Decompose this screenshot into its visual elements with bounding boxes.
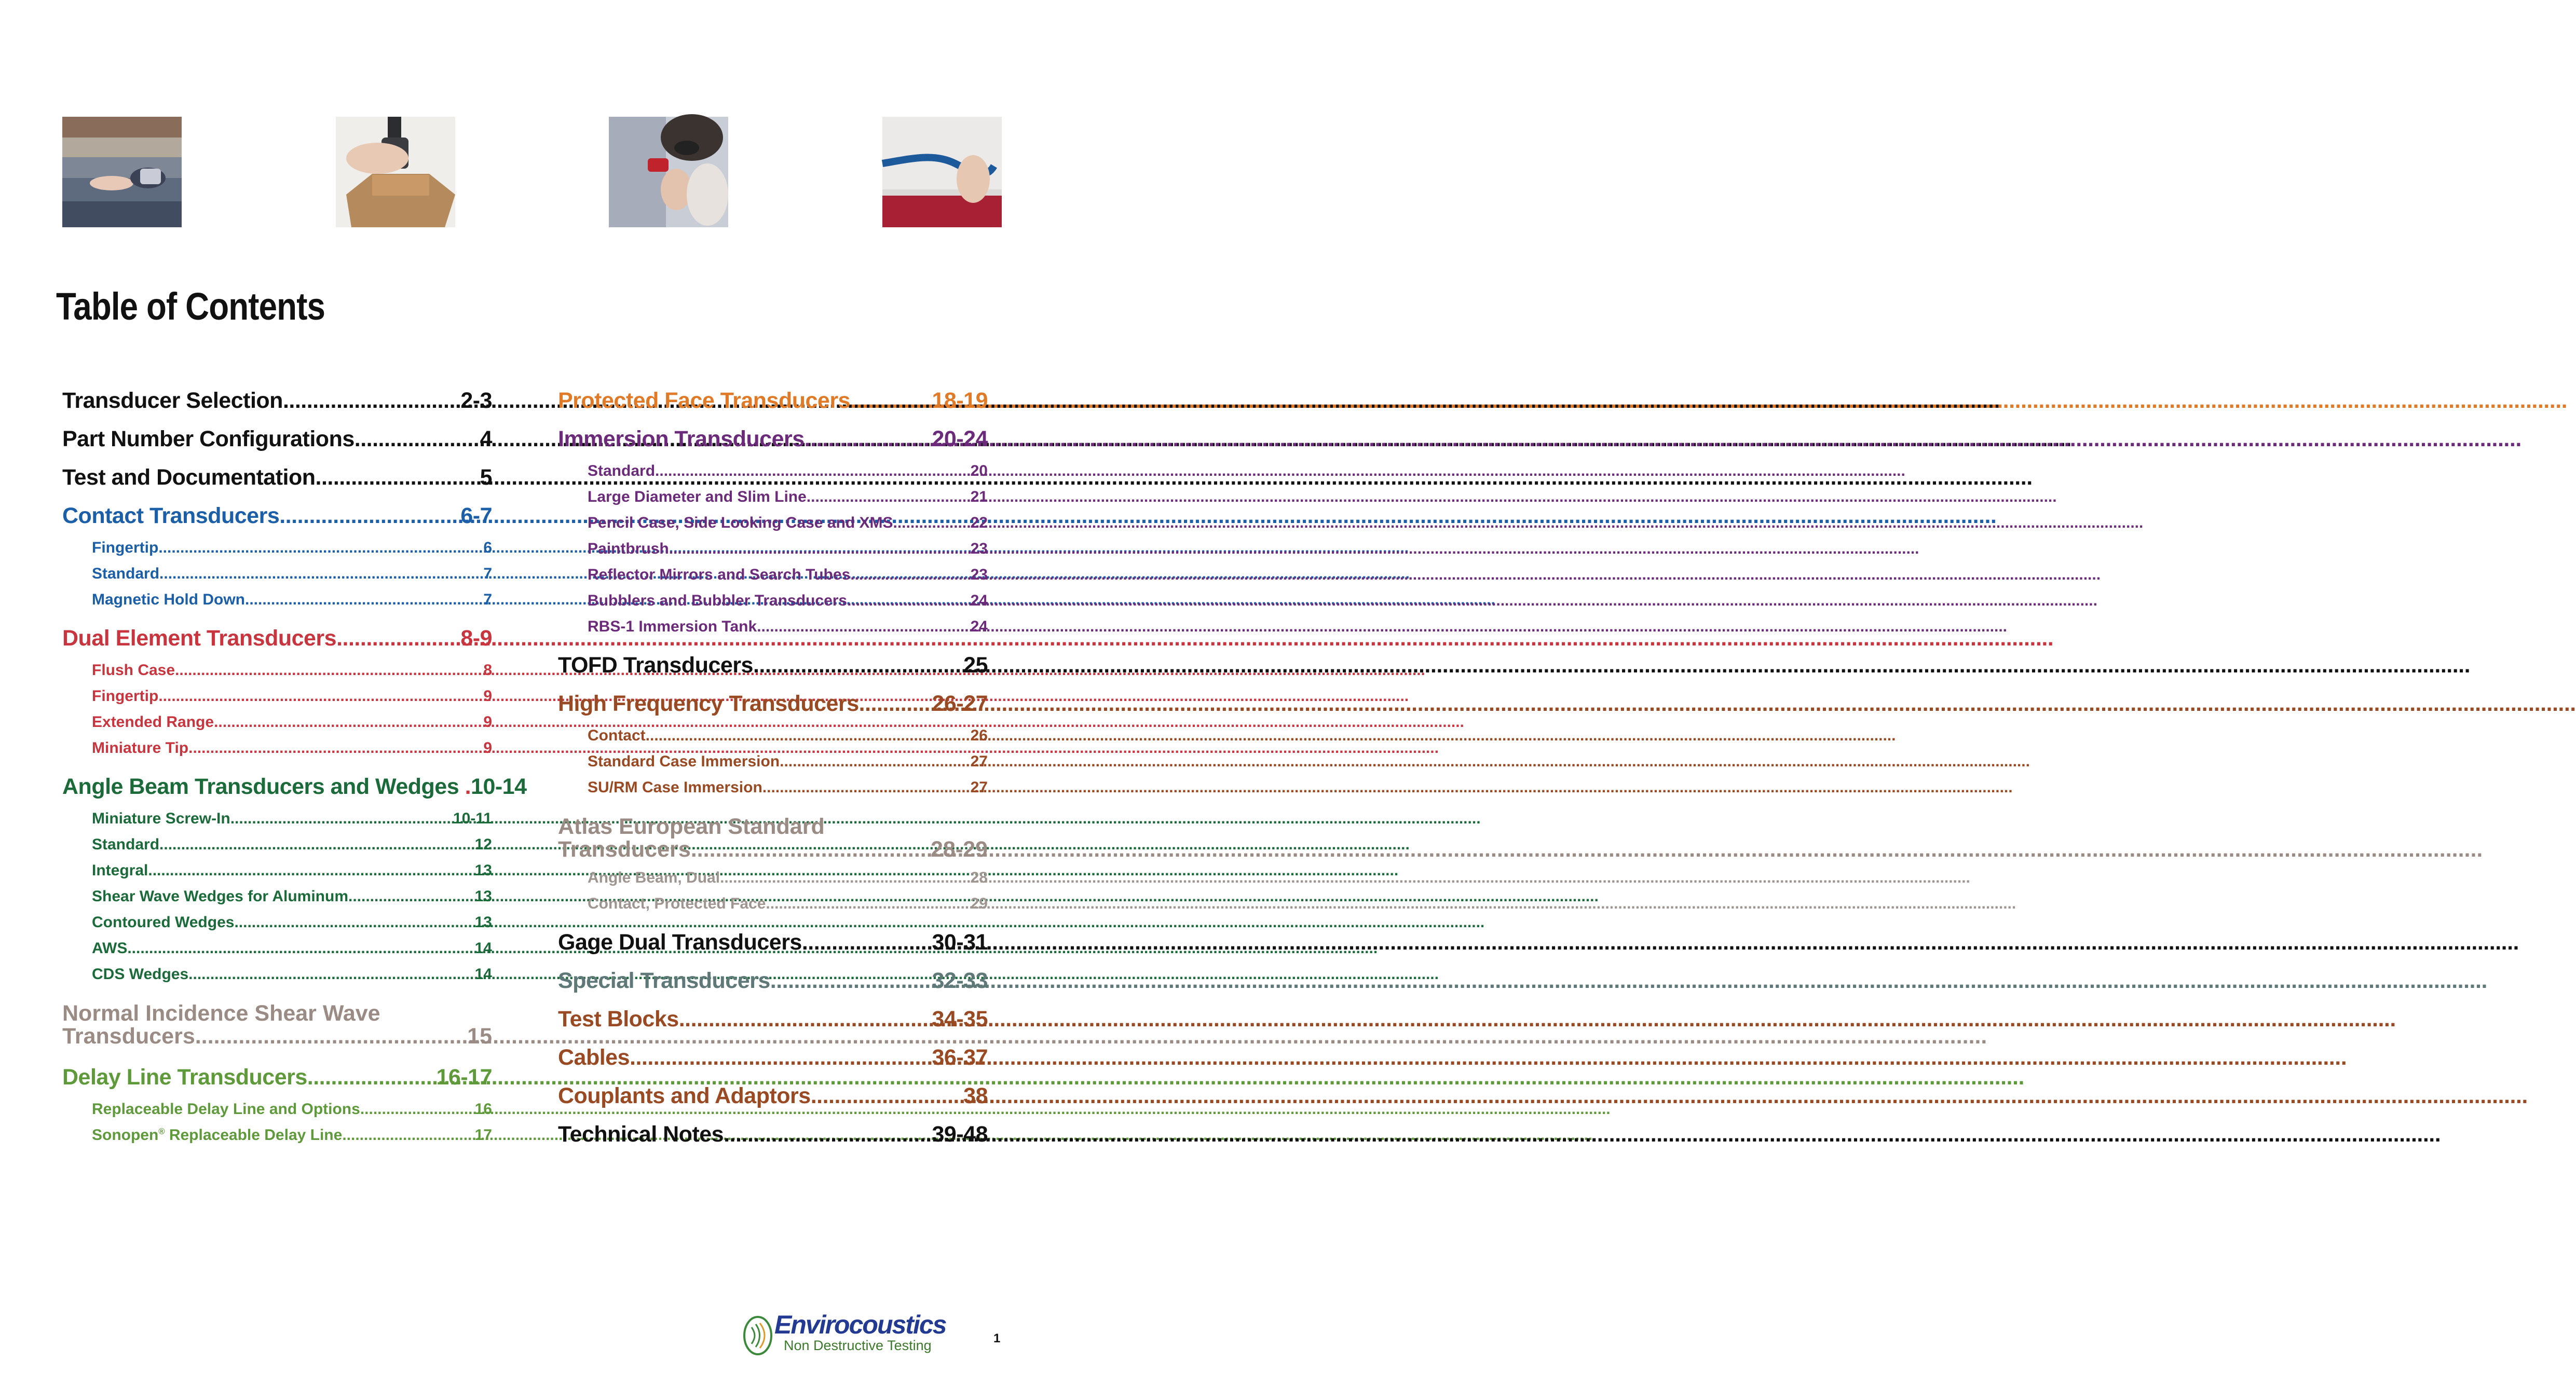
toc-entry-part-number-configurations[interactable]: Part Number Configurations ..... 4: [62, 420, 492, 458]
photo-pipe-inspection-icon: [62, 117, 182, 227]
toc-subentry-standard[interactable]: Standard ..... 20: [558, 458, 988, 484]
toc-subentry-su-rm-case-immersion[interactable]: SU/RM Case Immersion ..... 27: [558, 775, 988, 801]
toc-subentry-fingertip[interactable]: Fingertip ..... 6: [62, 535, 492, 561]
logo-emblem-icon: [742, 1315, 775, 1356]
toc-entry-test-and-documentation[interactable]: Test and Documentation ..... 5: [62, 458, 492, 497]
toc-subentry-shear-wave-wedges[interactable]: Shear Wave Wedges for Aluminum ..... 13: [62, 884, 492, 910]
toc-subentry-standard-case-immersion[interactable]: Standard Case Immersion ..... 27: [558, 749, 988, 775]
toc-subentry-paintbrush[interactable]: Paintbrush ..... 23: [558, 536, 988, 562]
page-number: 1: [993, 1331, 1001, 1345]
page-title: Table of Contents: [56, 285, 325, 328]
toc-entry-normal-incidence-shear-wave[interactable]: Normal Incidence Shear Wave Transducers ..... 15: [62, 994, 492, 1052]
toc-entry-cables[interactable]: Cables ..... 36-37: [558, 1038, 988, 1077]
toc-entry-immersion-transducers[interactable]: Immersion Transducers ..... 20-24: [558, 420, 988, 458]
toc-entry-dual-element-transducers[interactable]: Dual Element Transducers ..... 8-9: [62, 619, 492, 657]
toc-subentry-standard[interactable]: Standard ..... 12: [62, 832, 492, 858]
toc-entry-atlas-european-standard[interactable]: Atlas European Standard Transducers ..... 28-29: [558, 807, 988, 865]
toc-subentry-sonopen-delay-line[interactable]: Sonopen® Replaceable Delay Line ..... 17: [62, 1122, 492, 1148]
toc-subentry-cds-wedges[interactable]: CDS Wedges ..... 14: [62, 961, 492, 987]
toc-entry-gage-dual-transducers[interactable]: Gage Dual Transducers ..... 30-31: [558, 923, 988, 961]
toc-left-column: [62, 381, 527, 1148]
photo-transducer-on-fitting-icon: [336, 117, 455, 227]
toc-entry-high-frequency-transducers[interactable]: High Frequency Transducers ..... 26-27: [558, 684, 988, 723]
envirocoustics-logo: [742, 1312, 981, 1358]
toc-subentry-reflector-mirrors[interactable]: Reflector Mirrors and Search Tubes ..... 23: [558, 562, 988, 588]
toc-subentry-fingertip[interactable]: Fingertip ..... 9: [62, 683, 492, 709]
toc-entry-test-blocks[interactable]: Test Blocks ..... 34-35: [558, 1000, 988, 1038]
toc-entry-delay-line-transducers[interactable]: Delay Line Transducers ..... 16-17: [62, 1058, 492, 1096]
toc-entry-contact-transducers[interactable]: Contact Transducers ..... 6-7: [62, 497, 492, 535]
logo-brand-text: Envirocoustics: [774, 1310, 946, 1339]
toc-subentry-miniature-tip[interactable]: Miniature Tip ..... 9: [62, 735, 492, 761]
toc-subentry-standard[interactable]: Standard ..... 7: [62, 561, 492, 587]
toc-subentry-contoured-wedges[interactable]: Contoured Wedges ..... 13: [62, 910, 492, 936]
toc-subentry-extended-range[interactable]: Extended Range ..... 9: [62, 709, 492, 735]
toc-entry-protected-face-transducers[interactable]: Protected Face Transducers ..... 18-19: [558, 381, 988, 420]
logo-tagline: Non Destructive Testing: [784, 1338, 932, 1353]
toc-subentry-bubblers[interactable]: Bubblers and Bubbler Transducers ..... 24: [558, 588, 988, 614]
toc-entry-angle-beam-transducers[interactable]: Angle Beam Transducers and Wedges .10-14: [62, 774, 527, 799]
toc-subentry-rbs-1-tank[interactable]: RBS-1 Immersion Tank ..... 24: [558, 614, 988, 640]
toc-subentry-aws[interactable]: AWS ..... 14: [62, 936, 492, 961]
toc-subentry-pencil-case[interactable]: Pencil Case, Side Looking Case and XMS ..... 22: [558, 510, 988, 536]
toc-right-column: [558, 381, 988, 1153]
toc-subentry-contact-protected-face[interactable]: Contact, Protected Face ..... 29: [558, 891, 988, 917]
toc-subentry-magnetic-hold-down[interactable]: Magnetic Hold Down ..... 7: [62, 587, 492, 613]
toc-entry-technical-notes[interactable]: Technical Notes ..... 39-48: [558, 1115, 988, 1153]
toc-entry-special-transducers[interactable]: Special Transducers ..... 32-33: [558, 961, 988, 1000]
toc-subentry-integral[interactable]: Integral ..... 13: [62, 858, 492, 884]
photo-cable-handling-icon: [882, 117, 1002, 227]
toc-subentry-contact[interactable]: Contact ..... 26: [558, 723, 988, 749]
toc-entry-transducer-selection[interactable]: Transducer Selection ..... 2-3: [62, 381, 492, 420]
toc-subentry-angle-beam-dual[interactable]: Angle Beam, Dual ..... 28: [558, 865, 988, 891]
toc-subentry-large-diameter[interactable]: Large Diameter and Slim Line ..... 21: [558, 484, 988, 510]
photo-weld-inspection-icon: [609, 117, 728, 227]
toc-subentry-replaceable-delay-line[interactable]: Replaceable Delay Line and Options ..... 16: [62, 1096, 492, 1122]
toc-subentry-miniature-screw-in[interactable]: Miniature Screw-In ..... 10-11: [62, 806, 492, 832]
toc-entry-couplants-and-adaptors[interactable]: Couplants and Adaptors ..... 38: [558, 1077, 988, 1115]
toc-subentry-flush-case[interactable]: Flush Case ..... 8: [62, 657, 492, 683]
toc-entry-tofd-transducers[interactable]: TOFD Transducers ..... 25: [558, 646, 988, 684]
